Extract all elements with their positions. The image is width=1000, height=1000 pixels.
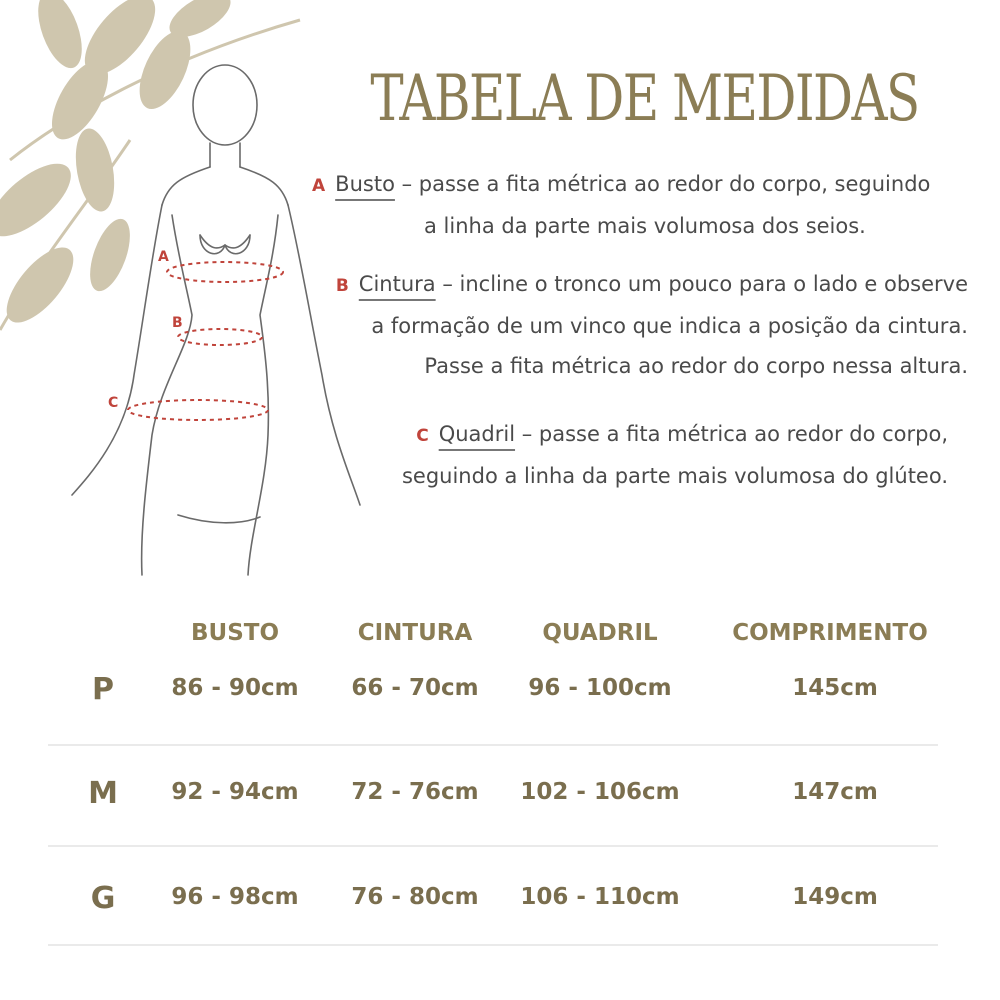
size-table [0,600,1000,1000]
table-cell: 147cm [792,779,878,805]
column-header-comprimento: COMPRIMENTO [732,620,928,646]
table-row [48,672,938,772]
instruction-letter: A [312,176,326,196]
instruction-text: Passe a fita métrica ao redor do corpo nessa altura. [424,354,968,378]
table-cell: 145cm [792,675,878,701]
table-row [48,881,938,981]
table-cell: 66 - 70cm [351,675,479,701]
table-cell: 106 - 110cm [520,884,680,910]
instruction-term: Cintura [358,272,436,296]
table-cell: 86 - 90cm [171,675,299,701]
instruction-letter: C [416,426,429,446]
table-cell: 92 - 94cm [171,779,299,805]
table-cell: 149cm [792,884,878,910]
size-label: G [90,881,116,916]
instruction-text: – incline o tronco um pouco para o lado e observe [442,272,968,296]
table-cell: 96 - 100cm [528,675,672,701]
instruction-term: Busto [335,172,395,196]
table-cell: 96 - 98cm [171,884,299,910]
instruction-letter: B [335,276,349,296]
table-cell: 72 - 76cm [351,779,479,805]
instruction-term: Quadril [438,422,516,446]
row-divider [48,845,938,847]
row-divider [48,944,938,946]
row-divider [48,744,938,746]
column-header-cintura: CINTURA [357,620,473,646]
instruction-text: – passe a fita métrica ao redor do corpo, [521,422,948,446]
page-title: TABELA DE MEDIDAS [370,62,919,136]
instruction-cintura [328,264,968,386]
instruction-text: a formação de um vinco que indica a posição da cintura. [371,314,968,338]
figure-marker-c: C [108,395,119,411]
instruction-busto [312,164,942,246]
column-header-quadril: QUADRIL [542,620,658,646]
instruction-text: – passe a fita métrica ao redor do corpo, seguindo [401,172,931,196]
column-header-busto: BUSTO [190,620,279,646]
instruction-text: a linha da parte mais volumosa dos seios. [424,214,866,238]
table-row [48,776,938,876]
table-cell: 102 - 106cm [520,779,680,805]
size-label: M [88,776,118,811]
instruction-text: seguindo a linha da parte mais volumosa do glúteo. [401,464,948,488]
table-cell: 76 - 80cm [351,884,479,910]
size-label: P [92,672,114,707]
figure-marker-a: A [158,249,169,265]
figure-marker-b: B [172,315,183,331]
instruction-quadril [388,414,948,496]
